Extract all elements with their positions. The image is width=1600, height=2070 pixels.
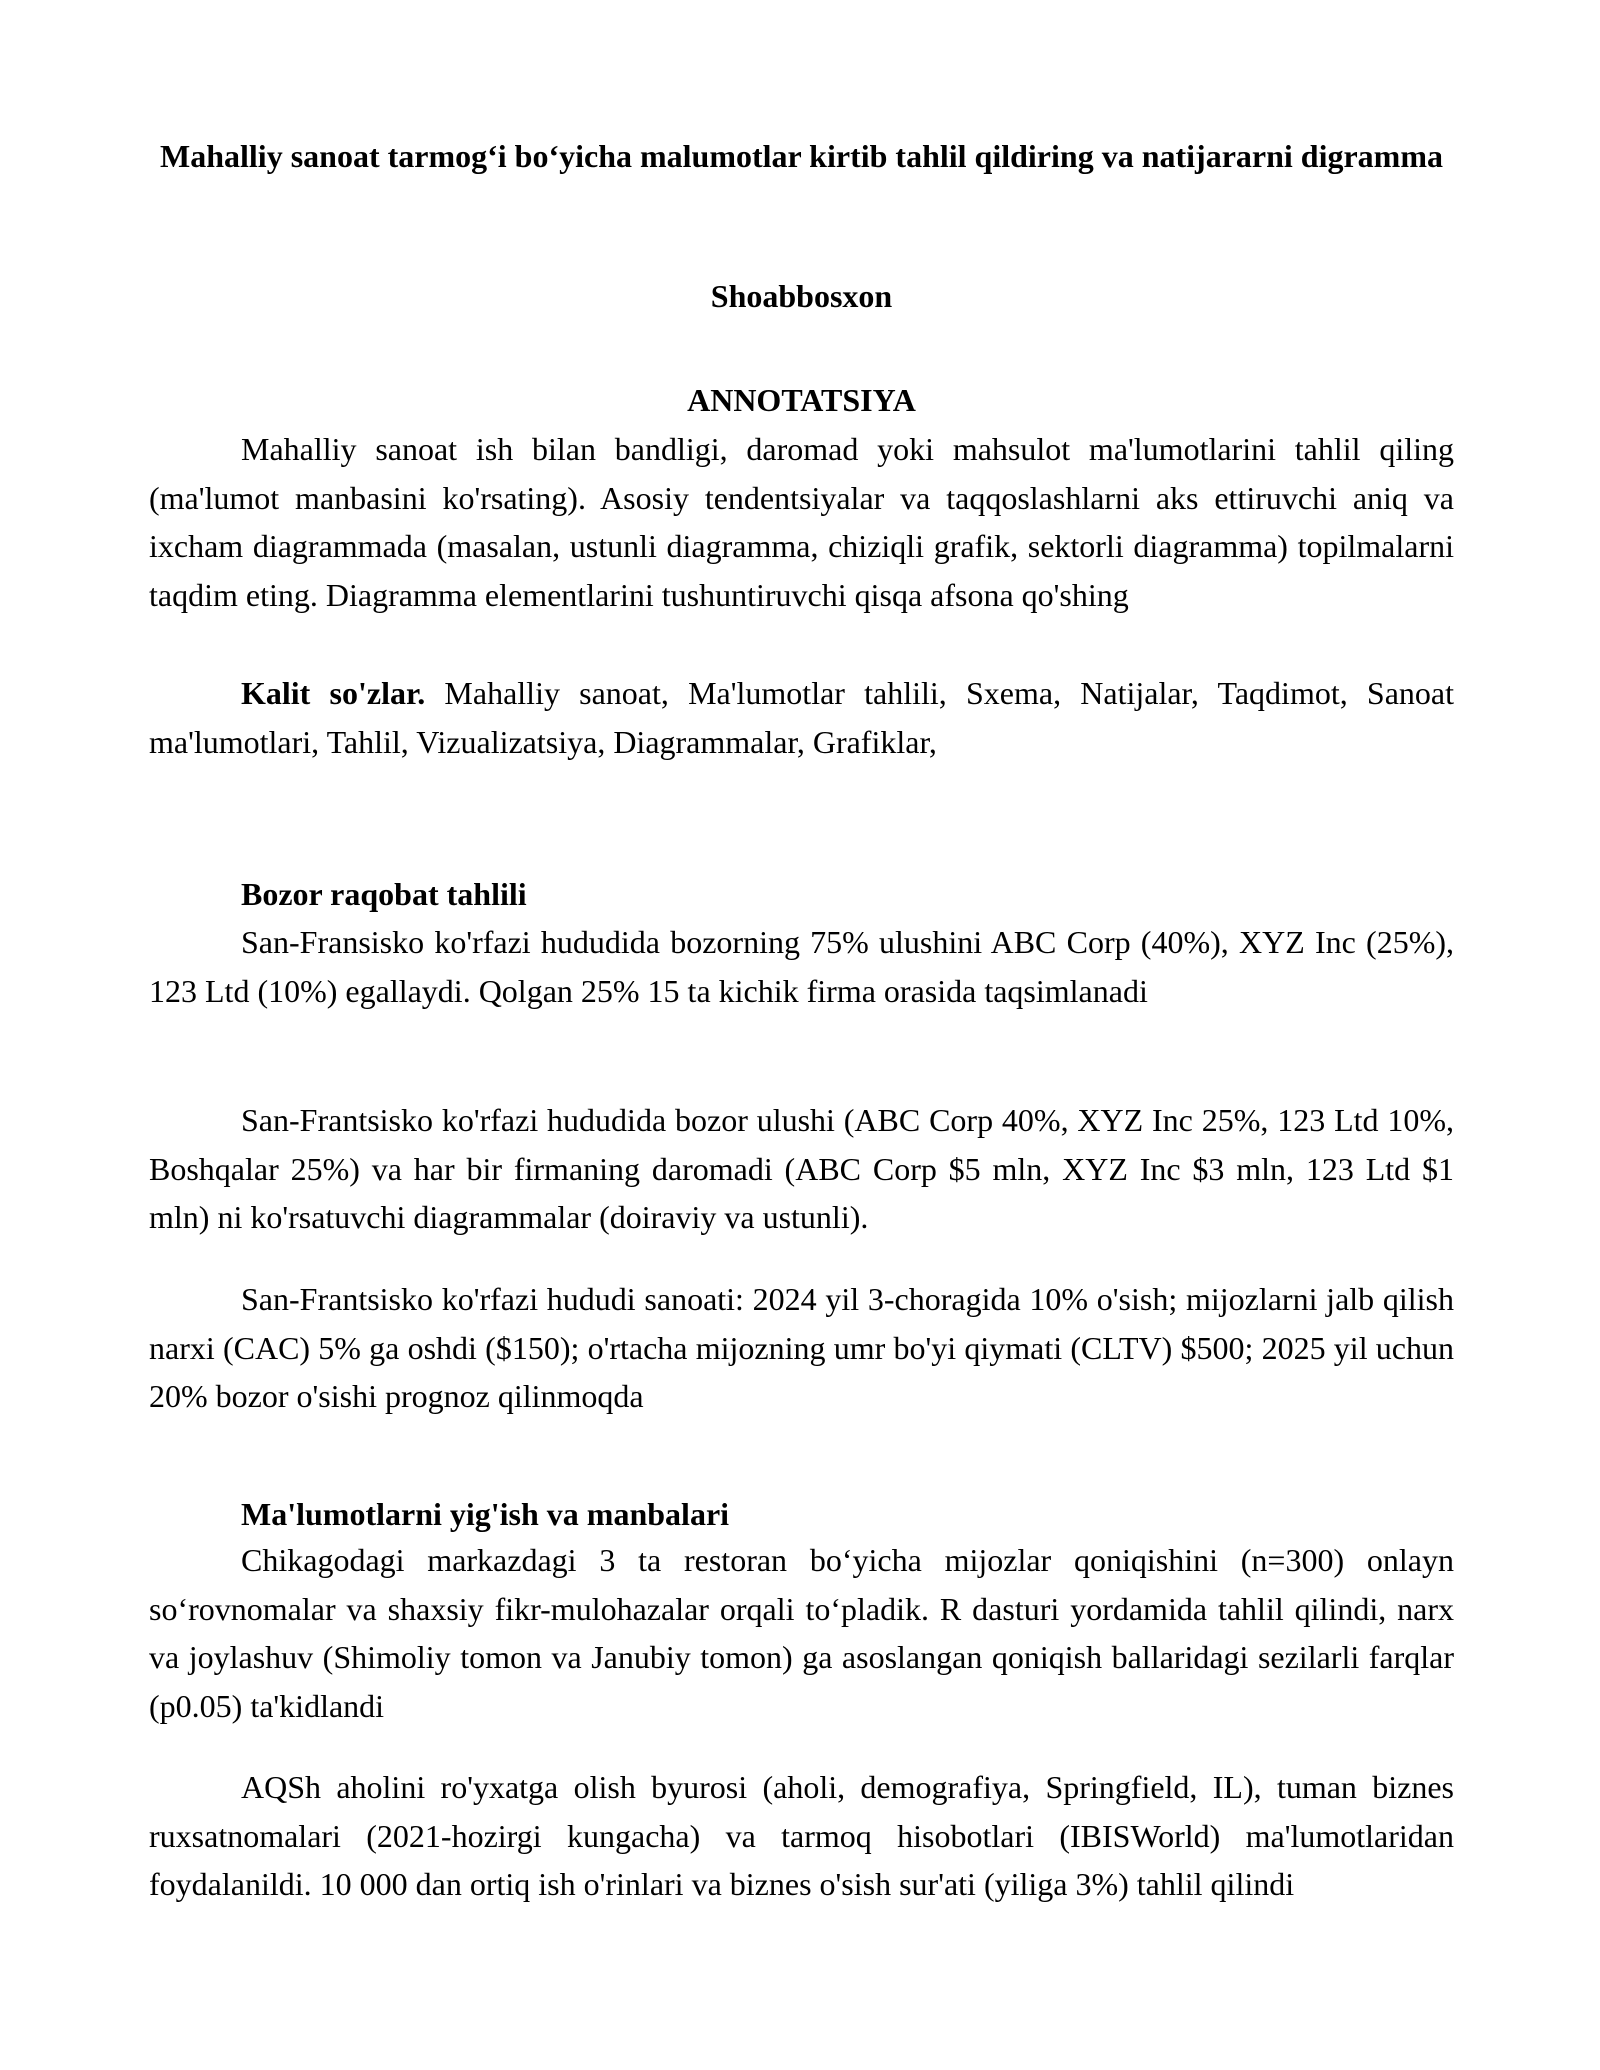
- keywords-text: Mahalliy sanoat, Ma'lumotlar tahlili, Sxema, Natijalar, Taqdimot, Sanoat ma'lumotlari, Tahlil, Vizualizatsiya, Diagrammalar, Grafiklar,: [149, 675, 1455, 760]
- author-name: Shoabbosxon: [710, 278, 893, 314]
- section-heading-market-competition: Bozor raqobat tahlili: [241, 876, 527, 912]
- annotation-paragraph: Mahalliy sanoat ish bilan bandligi, daromad yoki mahsulot ma'lumotlarini tahlil qiling (ma'lumot manbasini ko'rsating). Asosiy tendentsiyalar va taqqoslashlarni aks ettiruvchi aniq va ixcham diagrammada (masalan, ustunli diagramma, chiziqli grafik, sektorli diagramma) topilmalarni taqdim eting. Diagramma elementlarini tushuntiruvchi qisqa afsona qo'shing: [149, 431, 1454, 613]
- paragraph-data-sources: AQSh aholini ro'yxatga olish byurosi (aholi, demografiya, Springfield, IL), tuman biznes ruxsatnomalari (2021-hozirgi kungacha) va tarmoq hisobotlari (IBISWorld) ma'lumotlaridan foydalanildi. 10 000 dan ortiq ish o'rinlari va biznes o'sish sur'ati (yiliga 3%) tahlil qilindi: [149, 1769, 1454, 1902]
- paragraph-market-share: San-Fransisko ko'rfazi hududida bozorning 75% ulushini ABC Corp (40%), XYZ Inc (25%), 123 Ltd (10%) egallaydi. Qolgan 25% 15 ta kichik firma orasida taqsimlanadi: [149, 924, 1454, 1009]
- keywords-paragraph: [149, 669, 1454, 766]
- keywords-label: Kalit so'zlar.: [241, 675, 426, 711]
- paragraph-customer-survey: Chikagodagi markazdagi 3 ta restoran bo‘yicha mijozlar qoniqishini (n=300) onlayn so‘rovnomalar va shaxsiy fikr-mulohazalar orqali to‘pladik. R dasturi yordamida tahlil qilindi, narx va joylashuv (Shimoliy tomon va Janubiy tomon) ga asoslangan qoniqish ballaridagi sezilarli farqlar (p0.05) ta'kidlandi: [149, 1542, 1454, 1724]
- section-heading-data-collection: Ma'lumotlarni yig'ish va manbalari: [241, 1496, 730, 1532]
- document-title: Mahalliy sanoat tarmog‘i bo‘yicha malumotlar kirtib tahlil qildiring va natijararni digramma: [160, 138, 1443, 174]
- paragraph-market-diagrams: San-Frantsisko ko'rfazi hududida bozor ulushi (ABC Corp 40%, XYZ Inc 25%, 123 Ltd 10%, Boshqalar 25%) va har bir firmaning daromadi (ABC Corp $5 mln, XYZ Inc $3 mln, 123 Ltd $1 mln) ni ko'rsatuvchi diagrammalar (doiraviy va ustunli).: [149, 1102, 1454, 1235]
- annotation-heading: ANNOTATSIYA: [687, 382, 916, 418]
- paragraph-industry-growth: San-Frantsisko ko'rfazi hududi sanoati: 2024 yil 3-choragida 10% o'sish; mijozlarni jalb qilish narxi (CAC) 5% ga oshdi ($150); o'rtacha mijozning umr bo'yi qiymati (CLTV) $500; 2025 yil uchun 20% bozor o'sishi prognoz qilinmoqda: [149, 1281, 1454, 1414]
